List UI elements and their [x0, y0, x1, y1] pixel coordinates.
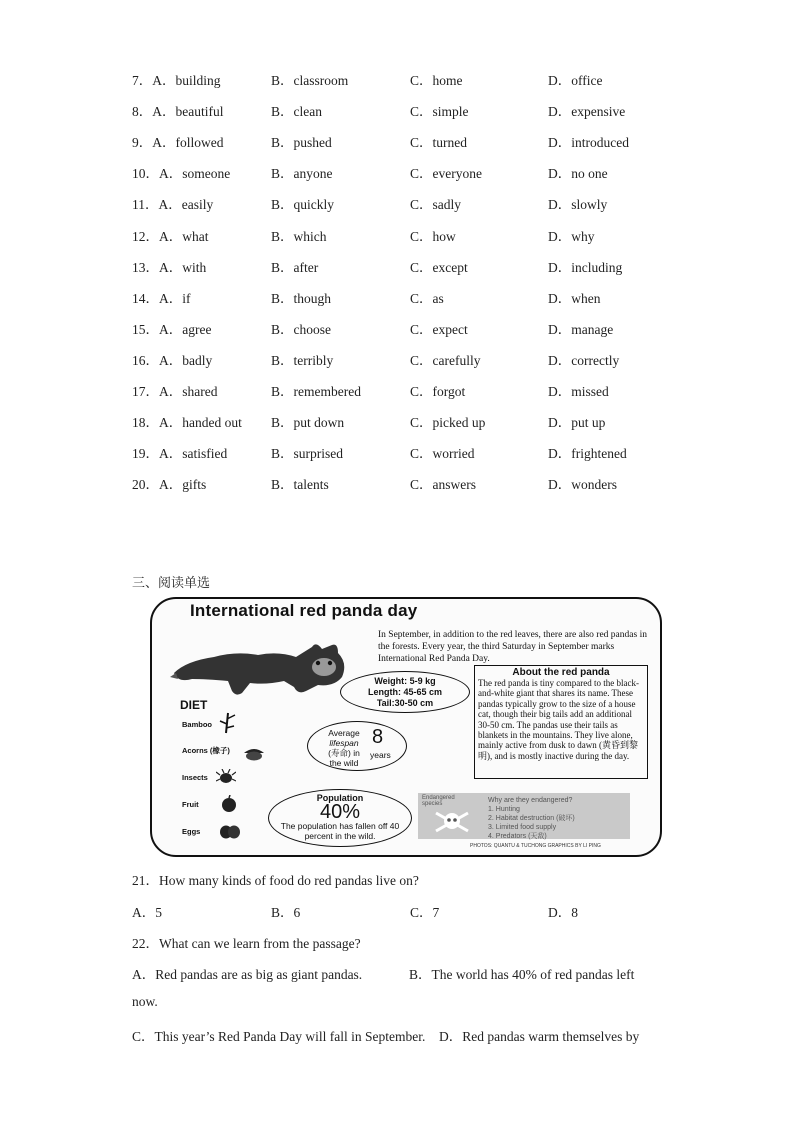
cloze-option-a[interactable]: 16．A．badly	[132, 352, 213, 368]
cloze-question-row	[132, 69, 692, 87]
cloze-option-c[interactable]: C．forgot	[410, 384, 466, 399]
cloze-option-d[interactable]: D．correctly	[548, 352, 620, 368]
cloze-option-a[interactable]: 11．A．easily	[132, 197, 214, 213]
cloze-question-row	[132, 162, 692, 180]
lifespan-badge	[307, 721, 407, 771]
cloze-option-d[interactable]: D．why	[548, 228, 595, 244]
cloze-question-row	[132, 100, 692, 118]
about-text: The red panda is tiny compared to the black-and-white giant that shares its name. These pandas typically grow to the size of a house cat, though their big tails add an additional 30-50 cm. The pandas use their tails as blankets in the mountains. They live alone, mainly active from dusk to dawn (黄昏到黎明), and is mostly inactive during the day.	[478, 678, 639, 761]
cloze-option-b[interactable]: B．pushed	[271, 135, 332, 151]
q21-option-d[interactable]: D．8	[548, 905, 578, 920]
cloze-option-b[interactable]: B．classroom	[271, 73, 349, 88]
cloze-option-d[interactable]: D．office	[548, 73, 603, 88]
population-text: The population has fallen off 40 percent in the wild.	[280, 821, 400, 841]
about-title: About the red panda	[512, 667, 610, 678]
population-value: 40%	[319, 801, 361, 823]
acorn-icon	[242, 745, 266, 761]
cloze-option-c[interactable]: C．simple	[410, 104, 469, 120]
lifespan-label-3: (寿命) in	[328, 748, 360, 758]
question-22: 22．What can we learn from the passage?	[132, 936, 361, 951]
cloze-option-a[interactable]: 20．A．gifts	[132, 477, 207, 493]
cloze-option-d[interactable]: D．frightened	[548, 446, 627, 462]
endangered-reason-4: 4. Predators (天敌)	[488, 833, 547, 840]
bamboo-icon	[218, 711, 238, 735]
cloze-option-c[interactable]: C．except	[410, 259, 468, 275]
cloze-question-row	[132, 380, 692, 398]
cloze-option-d[interactable]: D．no one	[548, 166, 608, 182]
poster-intro: In September, in addition to the red leaves, there are also red pandas in the forests. Every year, the third Saturday in September marks International Red Panda Day.	[378, 630, 647, 664]
diet-item-bamboo: Bamboo	[182, 720, 212, 729]
cloze-option-c[interactable]: C．everyone	[410, 166, 482, 182]
population-label: Population	[316, 793, 364, 803]
cloze-question-row	[132, 318, 692, 336]
cloze-option-a[interactable]: 10．A．someone	[132, 166, 231, 182]
cloze-option-a[interactable]: 8．A．beautiful	[132, 104, 224, 120]
cloze-option-b[interactable]: B．anyone	[271, 166, 333, 182]
weight-stat: Weight: 5-9 kg	[374, 676, 436, 686]
cloze-option-c[interactable]: C．as	[410, 290, 444, 306]
cloze-option-c[interactable]: C．picked up	[410, 415, 486, 431]
question-21-options	[132, 901, 692, 919]
cloze-option-b[interactable]: B．put down	[271, 415, 345, 431]
cloze-option-a[interactable]: 15．A．agree	[132, 321, 212, 337]
q22-option-b-continued: now.	[132, 994, 158, 1009]
cloze-option-b[interactable]: B．clean	[271, 104, 322, 120]
cloze-option-c[interactable]: C．turned	[410, 135, 467, 151]
cloze-question-row	[132, 225, 692, 243]
cloze-question-row	[132, 349, 692, 367]
q22-option-b[interactable]: B．The world has 40% of red pandas left	[409, 967, 635, 982]
lifespan-label-1: Average	[328, 728, 360, 738]
size-stats	[340, 671, 470, 713]
endangered-reason-3: 3. Limited food supply	[488, 824, 557, 831]
cloze-question-row	[132, 411, 692, 429]
q22-option-c[interactable]: C．This year’s Red Panda Day will fall in September.	[132, 1029, 426, 1044]
red-panda-poster	[150, 597, 662, 857]
cloze-option-b[interactable]: B．though	[271, 290, 332, 306]
lifespan-label-4: the wild	[329, 758, 359, 768]
cloze-option-c[interactable]: C．sadly	[410, 197, 462, 213]
cloze-option-d[interactable]: D．including	[548, 259, 623, 275]
red-panda-image	[166, 621, 356, 697]
lifespan-label-2: lifespan	[329, 738, 359, 748]
cloze-option-a[interactable]: 18．A．handed out	[132, 415, 242, 431]
diet-item-eggs: Eggs	[182, 827, 201, 836]
q22-option-a[interactable]: A．Red pandas are as big as giant pandas.	[132, 967, 363, 982]
cloze-option-d[interactable]: D．missed	[548, 384, 609, 399]
endangered-reasons	[488, 796, 575, 841]
cloze-question-row	[132, 442, 692, 460]
cloze-option-b[interactable]: B．surprised	[271, 446, 343, 462]
cloze-question-row	[132, 287, 692, 305]
cloze-option-d[interactable]: D．put up	[548, 415, 606, 431]
cloze-question-row	[132, 193, 692, 211]
cloze-option-c[interactable]: C．home	[410, 73, 463, 88]
question-21: 21．How many kinds of food do red pandas live on?	[132, 873, 419, 888]
diet-item-insects: Insects	[182, 773, 208, 782]
diet-item-fruit: Fruit	[182, 800, 199, 809]
cloze-option-b[interactable]: B．talents	[271, 477, 329, 493]
endangered-reason-1: 1. Hunting	[488, 806, 520, 813]
cloze-option-b[interactable]: B．quickly	[271, 197, 334, 213]
cloze-question-row	[132, 473, 692, 491]
section-heading: 三、阅读单选	[132, 576, 211, 591]
cloze-option-a[interactable]: 19．A．satisfied	[132, 446, 228, 462]
cloze-option-d[interactable]: D．wonders	[548, 477, 617, 493]
endangered-heading: Why are they endangered?	[488, 797, 573, 804]
cloze-option-d[interactable]: D．introduced	[548, 135, 629, 151]
cloze-question-row	[132, 256, 692, 274]
q21-option-b[interactable]: B．6	[271, 905, 301, 920]
cloze-option-c[interactable]: C．carefully	[410, 352, 481, 368]
endangered-label: Endangered species	[422, 795, 455, 807]
insect-icon	[216, 769, 236, 785]
lifespan-number: 8	[372, 726, 384, 748]
cloze-option-d[interactable]: D．slowly	[548, 197, 608, 213]
cloze-option-d[interactable]: D．expensive	[548, 104, 626, 120]
cloze-option-d[interactable]: D．when	[548, 290, 601, 306]
cloze-option-a[interactable]: 17．A．shared	[132, 384, 218, 399]
poster-credit: PHOTOS: QUANTU & TUCHONG GRAPHICS BY LI PING	[470, 843, 601, 849]
endangered-box	[418, 793, 630, 839]
q21-option-c[interactable]: C．7	[410, 905, 440, 920]
q21-option-a[interactable]: A．5	[132, 905, 162, 920]
fruit-icon	[220, 795, 238, 813]
cloze-option-a[interactable]: 13．A．with	[132, 259, 207, 275]
population-badge	[268, 789, 412, 847]
cloze-option-c[interactable]: C．answers	[410, 477, 476, 493]
endangered-reason-2: 2. Habitat destruction (破坏)	[488, 815, 575, 822]
cloze-option-c[interactable]: C．how	[410, 228, 456, 244]
cloze-option-b[interactable]: B．which	[271, 228, 327, 244]
cloze-option-a[interactable]: 14．A．if	[132, 290, 191, 306]
about-box	[474, 665, 648, 779]
lifespan-label	[318, 728, 370, 768]
cloze-option-b[interactable]: B．choose	[271, 321, 331, 337]
cloze-option-b[interactable]: B．remembered	[271, 384, 361, 399]
lifespan-unit: years	[370, 750, 391, 760]
cloze-option-c[interactable]: C．worried	[410, 446, 475, 462]
cloze-option-b[interactable]: B．terribly	[271, 352, 334, 368]
diet-item-acorns: Acorns (橡子)	[182, 746, 230, 755]
cloze-option-d[interactable]: D．manage	[548, 321, 614, 337]
q22-option-d[interactable]: D．Red pandas warm themselves by	[439, 1029, 640, 1044]
length-stat: Length: 45-65 cm	[367, 687, 443, 697]
cloze-option-b[interactable]: B．after	[271, 259, 319, 275]
cloze-option-a[interactable]: 9．A．followed	[132, 135, 224, 151]
tail-stat: Tail:30-50 cm	[376, 698, 434, 708]
cloze-option-c[interactable]: C．expect	[410, 321, 468, 337]
poster-title: International red panda day	[190, 601, 418, 620]
diet-title: DIET	[180, 698, 208, 712]
cloze-option-a[interactable]: 12．A．what	[132, 228, 209, 244]
skull-icon	[432, 809, 472, 835]
egg-icon	[218, 823, 242, 839]
cloze-question-row	[132, 131, 692, 149]
cloze-option-a[interactable]: 7．A．building	[132, 73, 221, 88]
